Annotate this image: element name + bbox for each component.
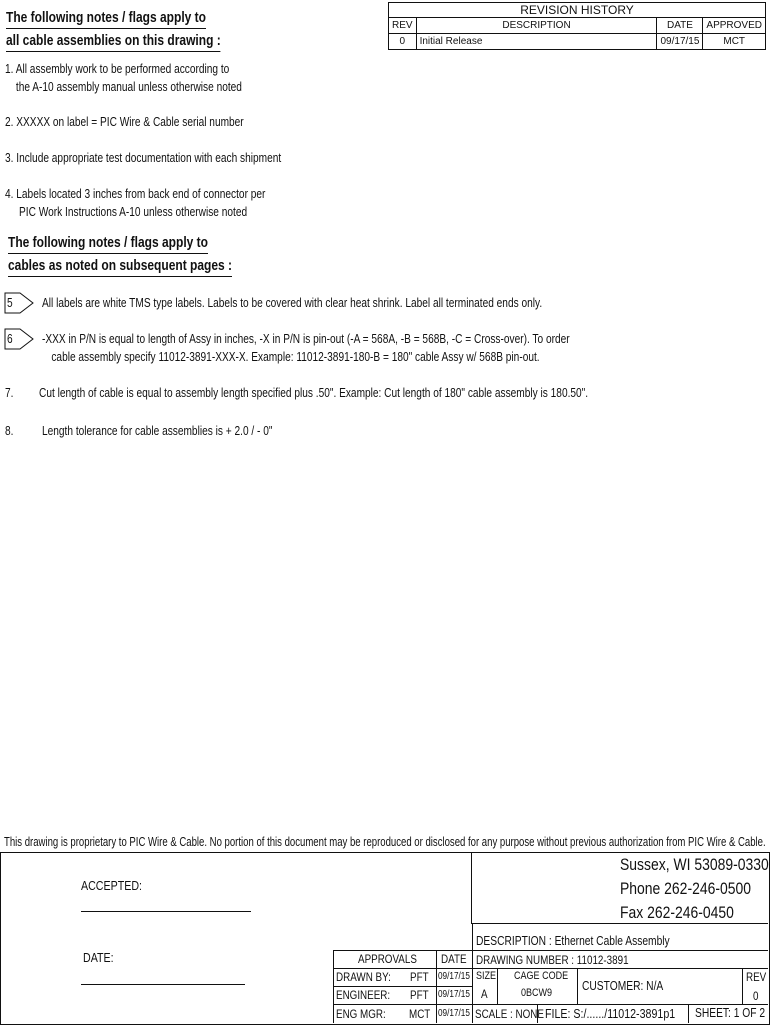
note-8-number: 8. — [5, 423, 14, 438]
note-line: 1. All assembly work to be performed according to — [5, 61, 230, 76]
description-cell: Initial Release — [416, 34, 657, 50]
rev-value: 0 — [753, 989, 759, 1003]
divider — [333, 986, 473, 987]
drawn-by-label: DRAWN BY: — [336, 970, 391, 984]
heading-line-2: cables as noted on subsequent pages : — [8, 256, 232, 277]
eng-mgr: MCT — [409, 1007, 431, 1021]
date-cell: 09/17/15 — [657, 34, 703, 50]
approved-cell: MCT — [703, 34, 766, 50]
note-4 — [5, 185, 265, 221]
note-line: 3. Include appropriate test documentation with each shipment — [5, 150, 282, 165]
general-notes-heading — [6, 6, 221, 52]
size: A — [481, 987, 488, 1001]
note-line: cable assembly specify 11012-3891-XXX-X. Example: 11012-3891-180-B = 180" cable Assy w/ 568B pin-out. — [51, 349, 540, 364]
rev-label: REV — [746, 970, 767, 984]
note-line: PIC Work Instructions A-10 unless otherwise noted — [19, 204, 248, 219]
eng-mgr-date: 09/17/15 — [438, 1008, 470, 1019]
accepted-signature-line — [81, 911, 251, 912]
accepted-label: ACCEPTED: — [81, 878, 143, 893]
note-line: 4. Labels located 3 inches from back end of connector per — [5, 186, 266, 201]
divider — [436, 950, 437, 1023]
revision-history-title: REVISION HISTORY — [389, 3, 766, 18]
date-col-header: DATE — [657, 18, 703, 34]
flag-note-6 — [42, 330, 570, 366]
note-7-number: 7. — [5, 385, 14, 400]
scale: SCALE : NONE — [475, 1007, 544, 1021]
divider — [333, 968, 768, 969]
fax: Fax 262-246-0450 — [620, 903, 734, 922]
divider — [333, 1004, 768, 1005]
rev-col-header: REV — [389, 18, 417, 34]
address: Sussex, WI 53089-0330 — [620, 855, 769, 874]
flag-notes-heading — [8, 231, 232, 277]
approved-col-header: APPROVED — [703, 18, 766, 34]
customer: CUSTOMER: N/A — [582, 979, 664, 993]
divider — [333, 950, 768, 951]
revision-history-table — [388, 2, 766, 50]
date-signature-line — [81, 984, 245, 985]
proprietary-notice: This drawing is proprietary to PIC Wire & Cable. No portion of this document may be reproduced or disclosed for any purpose without previous authorization from PIC Wire & Cable. — [4, 835, 766, 849]
heading-line-1: The following notes / flags apply to — [8, 233, 208, 254]
phone: Phone 262-246-0500 — [620, 879, 751, 898]
heading-line-2: all cable assemblies on this drawing : — [6, 31, 221, 52]
size-label: SIZE — [476, 970, 497, 982]
divider — [497, 968, 498, 1004]
heading-line-1: The following notes / flags apply to — [6, 8, 206, 29]
date-col-label: DATE — [441, 952, 467, 966]
drawn-by: PFT — [410, 970, 429, 984]
note-7: Cut length of cable is equal to assembly length specified plus .50". Example: Cut length of 180" cable assembly is 180.50". — [39, 385, 589, 400]
note-8: Length tolerance for cable assemblies is + 2.0 / - 0" — [42, 423, 273, 438]
note-3 — [5, 149, 281, 167]
rev-cell: 0 — [389, 34, 417, 50]
note-line: the A-10 assembly manual unless otherwise noted — [15, 79, 242, 94]
cage-code: 0BCW9 — [521, 987, 553, 999]
divider — [471, 923, 768, 924]
note-1 — [5, 60, 242, 96]
divider — [688, 1004, 689, 1023]
cage-code-label: CAGE CODE — [514, 970, 569, 982]
divider — [472, 923, 473, 1023]
engineer-label: ENGINEER: — [336, 988, 391, 1002]
flag-note-5: All labels are white TMS type labels. Labels to be covered with clear heat shrink. Label all terminated ends only. — [42, 295, 543, 310]
engineer: PFT — [410, 988, 429, 1002]
divider — [471, 852, 472, 923]
drawn-date: 09/17/15 — [438, 971, 470, 982]
divider — [742, 968, 743, 1004]
description-col-header: DESCRIPTION — [416, 18, 657, 34]
file-path: FILE: S:/....../11012-3891p1 — [545, 1006, 676, 1021]
eng-mgr-label: ENG MGR: — [336, 1007, 386, 1021]
note-line: 2. XXXXX on label = PIC Wire & Cable serial number — [5, 114, 244, 129]
approvals-label: APPROVALS — [358, 952, 417, 966]
engineer-date: 09/17/15 — [438, 989, 470, 1000]
flag-6-number: 6 — [7, 331, 13, 346]
sheet: SHEET: 1 OF 2 — [695, 1006, 766, 1020]
drawing-number: DRAWING NUMBER : 11012-3891 — [476, 953, 629, 967]
description: DESCRIPTION : Ethernet Cable Assembly — [476, 934, 670, 948]
flag-5-number: 5 — [7, 295, 13, 310]
divider — [577, 968, 578, 1004]
note-2 — [5, 113, 244, 131]
date-label: DATE: — [83, 950, 114, 965]
divider — [333, 950, 334, 1023]
note-line: -XXX in P/N is equal to length of Assy in inches, -X in P/N is pin-out (-A = 568A, -B = 568B, -C = Cross-over). To order — [42, 331, 570, 346]
table-row — [389, 34, 766, 50]
